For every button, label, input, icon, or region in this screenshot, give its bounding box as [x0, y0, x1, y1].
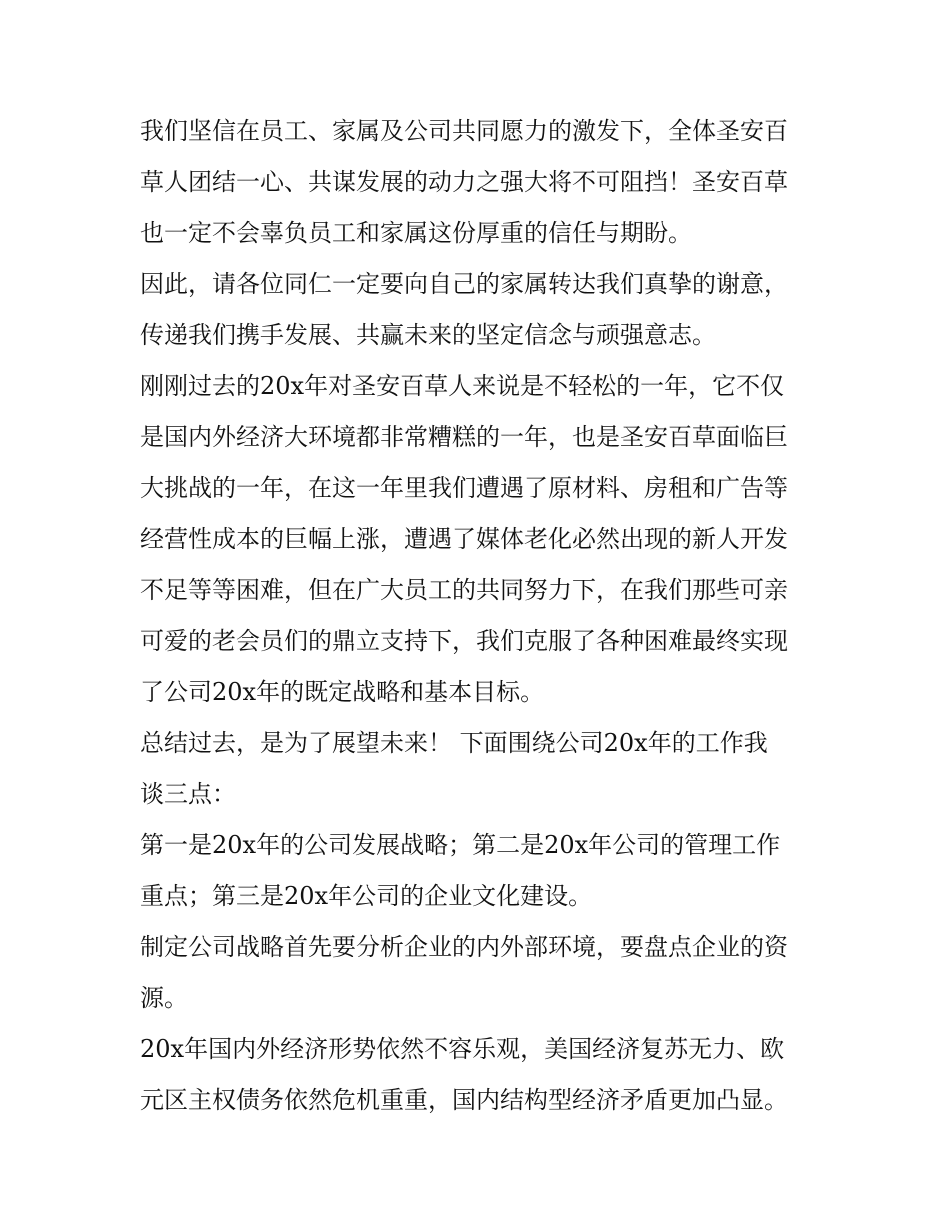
text-line: 可爱的老会员们的鼎立支持下，我们克服了各种困难最终实现 — [140, 627, 788, 655]
text-line: 草人团结一心、共谋发展的动力之强大将不可阻挡！圣安百草 — [140, 168, 788, 196]
text-line: 了公司20x年的既定战略和基本目标。 — [140, 678, 545, 706]
text-line: 因此，请各位同仁一定要向自己的家属转达我们真挚的谢意， — [140, 270, 788, 298]
paragraph-economy — [140, 1024, 820, 1126]
text-line: 第一是20x年的公司发展战略；第二是20x年公司的管理工作 — [140, 831, 781, 859]
paragraph-past-year — [140, 361, 820, 718]
text-line: 我们坚信在员工、家属及公司共同愿力的激发下，全体圣安百 — [140, 117, 788, 145]
text-line: 刚刚过去的20x年对圣安百草人来说是不轻松的一年，它不仅 — [140, 372, 785, 400]
paragraph-gratitude — [140, 259, 820, 361]
text-line: 总结过去，是为了展望未来！ 下面围绕公司20x年的工作我 — [140, 729, 768, 757]
text-line: 是国内外经济大环境都非常糟糕的一年，也是圣安百草面临巨 — [140, 423, 788, 451]
document-body — [140, 106, 820, 1126]
text-line: 制定公司战略首先要分析企业的内外部环境，要盘点企业的资 — [140, 933, 788, 961]
text-line: 20x年国内外经济形势依然不容乐观，美国经济复苏无力、欧 — [140, 1035, 785, 1063]
paragraph-outlook — [140, 718, 820, 820]
paragraph-unity — [140, 106, 820, 259]
text-line: 传递我们携手发展、共赢未来的坚定信念与顽强意志。 — [140, 321, 716, 349]
text-line: 谈三点： — [140, 780, 236, 808]
text-line: 元区主权债务依然危机重重，国内结构型经济矛盾更加凸显。 — [140, 1086, 788, 1114]
text-line: 经营性成本的巨幅上涨，遭遇了媒体老化必然出现的新人开发 — [140, 525, 788, 553]
text-line: 重点；第三是20x年公司的企业文化建设。 — [140, 882, 593, 910]
paragraph-three-points — [140, 820, 820, 922]
text-line: 大挑战的一年，在这一年里我们遭遇了原材料、房租和广告等 — [140, 474, 788, 502]
paragraph-strategy — [140, 922, 820, 1024]
text-line: 也一定不会辜负员工和家属这份厚重的信任与期盼。 — [140, 219, 692, 247]
text-line: 源。 — [140, 984, 188, 1012]
text-line: 不足等等困难，但在广大员工的共同努力下，在我们那些可亲 — [140, 576, 788, 604]
